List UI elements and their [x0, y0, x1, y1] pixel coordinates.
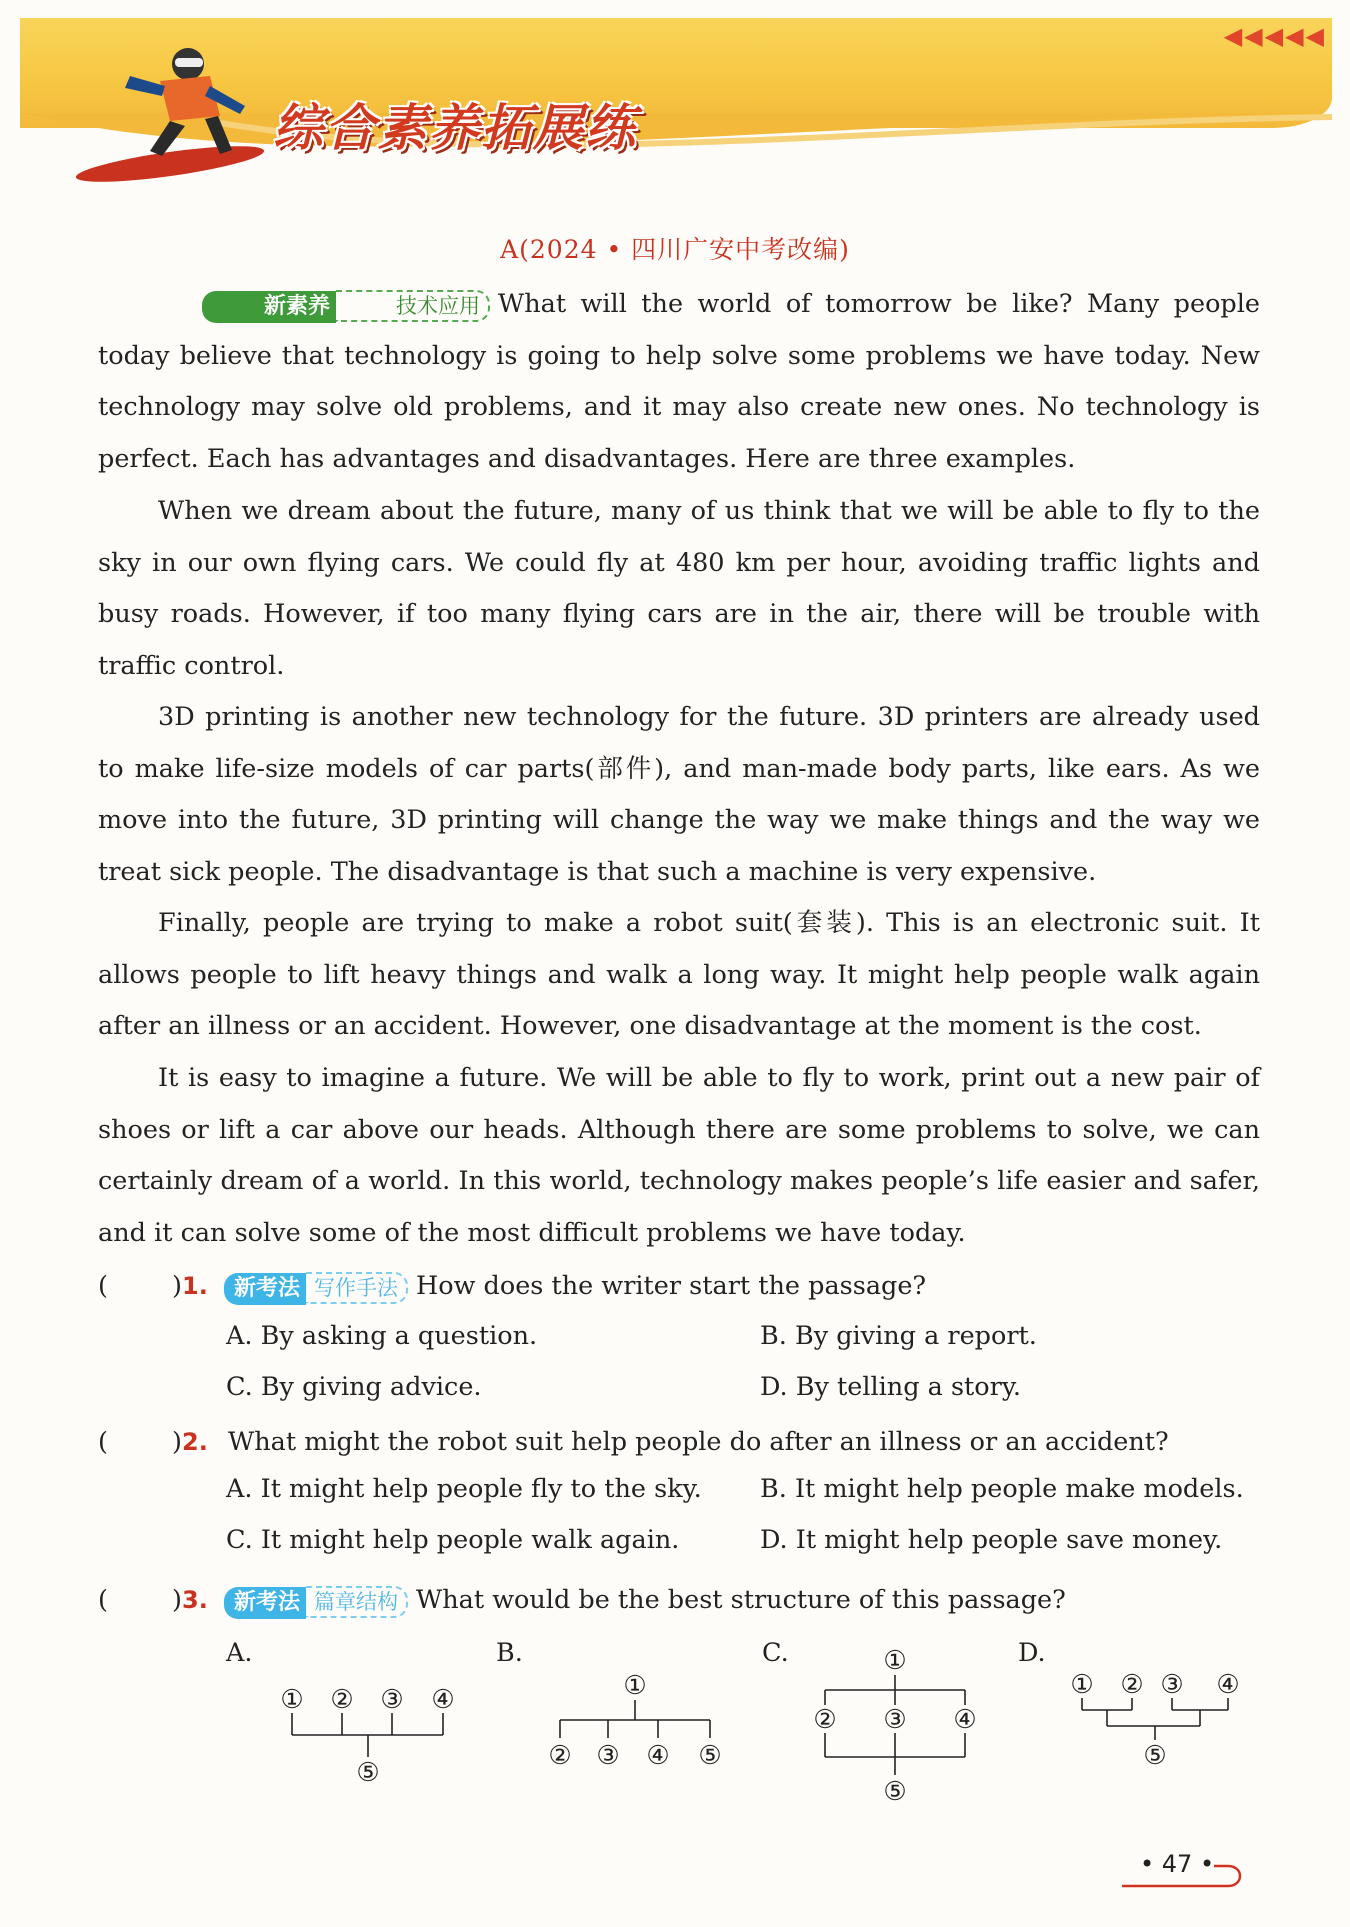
node-4: ④: [953, 1705, 977, 1735]
node-3: ③: [596, 1741, 620, 1771]
node-3: ③: [883, 1705, 907, 1735]
passage-paragraph-2: When we dream about the future, many of us think that we will be able to fly to the sky in our own flying cars. We could fly at 480 km per hour, avoiding traffic lights and busy roads. However, if too many flying cars are in the air, there will be trouble with traffic control.: [98, 496, 1260, 681]
tag-sub-label: 技术应用: [336, 290, 490, 322]
passage-paragraph-1: [98, 279, 1260, 485]
answer-blank[interactable]: ): [172, 1427, 182, 1457]
q2-option-a[interactable]: A. It might help people fly to the sky.: [226, 1474, 702, 1504]
node-4: ④: [646, 1741, 670, 1771]
passage-paragraph-5: It is easy to imagine a future. We will be able to fly to work, print out a new pair of shoes or lift a car above our heads. Although there are some problems to solve, we can certainly dream of a world. In this world, technology makes people’s life easier and safer, and it can solve some of the most difficult problems we have today.: [98, 1063, 1260, 1248]
passage-source: A(2024 • 四川广安中考改编): [500, 235, 850, 264]
passage-paragraph-4: Finally, people are trying to make a robot suit(套装). This is an electronic suit. It allows people to lift heavy things and walk a long way. It might help people walk again after an illness or an accident. However, one disadvantage at the moment is the cost.: [98, 908, 1260, 1041]
question-text: How does the writer start the passage?: [416, 1271, 927, 1301]
q1-option-a[interactable]: A. By asking a question.: [226, 1321, 538, 1351]
question-1: [98, 1266, 1298, 1306]
page-number-text: • 47 •: [1140, 1850, 1215, 1878]
node-2: ②: [330, 1685, 354, 1715]
answer-paren-left: (: [98, 1427, 108, 1457]
tag-label: 新考法: [224, 1587, 306, 1619]
tag-new-method: [224, 1271, 408, 1303]
q2-option-d[interactable]: D. It might help people save money.: [760, 1525, 1223, 1555]
node-4: ④: [1216, 1670, 1240, 1700]
question-stem: [224, 1580, 1066, 1620]
node-3: ③: [380, 1685, 404, 1715]
node-1: ①: [280, 1685, 304, 1715]
answer-blank[interactable]: ): [172, 1585, 182, 1615]
node-2: ②: [813, 1705, 837, 1735]
q3-option-d[interactable]: D.: [1018, 1638, 1046, 1668]
structure-diagram-d: [1060, 1670, 1260, 1785]
structure-diagram-b: [540, 1670, 740, 1780]
question-number: 1.: [182, 1272, 208, 1300]
question-text: What might the robot suit help people do after an illness or an accident?: [228, 1427, 1169, 1457]
answer-paren-left: (: [98, 1271, 108, 1301]
banner-arrows-decoration: ◀◀◀◀◀: [1223, 22, 1326, 50]
question-number: 2.: [182, 1428, 208, 1456]
q1-option-b[interactable]: B. By giving a report.: [760, 1321, 1037, 1351]
question-number: 3.: [182, 1586, 208, 1614]
passage-paragraph-3: 3D printing is another new technology for the future. 3D printers are already used to make life-size models of car parts(部件), and man-made body parts, like ears. As we move into the future, 3D printing will change the way we make things and the way we treat sick people. The disadvantage is that such a machine is very expensive.: [98, 702, 1260, 887]
tag-new-method: [224, 1585, 408, 1617]
node-5: ⑤: [698, 1741, 722, 1771]
page-number-swoosh-icon: [1120, 1858, 1250, 1892]
q1-option-d[interactable]: D. By telling a story.: [760, 1372, 1021, 1402]
section-title: 综合素养拓展练: [273, 99, 637, 157]
header-banner: [20, 18, 1332, 188]
q2-option-b[interactable]: B. It might help people make models.: [760, 1474, 1244, 1504]
node-5: ⑤: [356, 1758, 380, 1788]
q2-option-c[interactable]: C. It might help people walk again.: [226, 1525, 680, 1555]
node-1: ①: [1070, 1670, 1094, 1700]
snowboarder-icon: [70, 36, 270, 186]
question-2: [98, 1422, 1298, 1462]
tag-label: 新考法: [224, 1273, 306, 1305]
q1-option-c[interactable]: C. By giving advice.: [226, 1372, 482, 1402]
tag-new-literacy: [150, 289, 490, 321]
node-1: ①: [883, 1646, 907, 1676]
paragraph-text: What will the world of tomorrow be like? Many people today believe that technology is going to help solve some problems we have today. New technology may solve old problems, and it may also create new ones. No technology is perfect. Each has advantages and disadvantages. Here are three examples.: [98, 289, 1260, 474]
q3-option-c[interactable]: C.: [762, 1638, 789, 1668]
node-5: ⑤: [1143, 1741, 1167, 1771]
question-3: [98, 1580, 1298, 1620]
tag-label: 新素养: [202, 291, 336, 323]
node-2: ②: [1120, 1670, 1144, 1700]
node-3: ③: [1160, 1670, 1184, 1700]
node-1: ①: [623, 1671, 647, 1701]
structure-diagram-c: [805, 1645, 985, 1825]
node-2: ②: [548, 1741, 572, 1771]
structure-diagram-a: [270, 1685, 470, 1800]
answer-paren-left: (: [98, 1585, 108, 1615]
node-4: ④: [431, 1685, 455, 1715]
question-text: What would be the best structure of this passage?: [416, 1585, 1066, 1615]
tag-sub-label: 写作手法: [306, 1272, 408, 1304]
tag-sub-label: 篇章结构: [306, 1586, 408, 1618]
node-5: ⑤: [883, 1777, 907, 1807]
q3-option-b[interactable]: B.: [496, 1638, 523, 1668]
question-stem: [224, 1266, 926, 1306]
answer-blank[interactable]: ): [172, 1271, 182, 1301]
q3-option-a[interactable]: A.: [226, 1638, 253, 1668]
